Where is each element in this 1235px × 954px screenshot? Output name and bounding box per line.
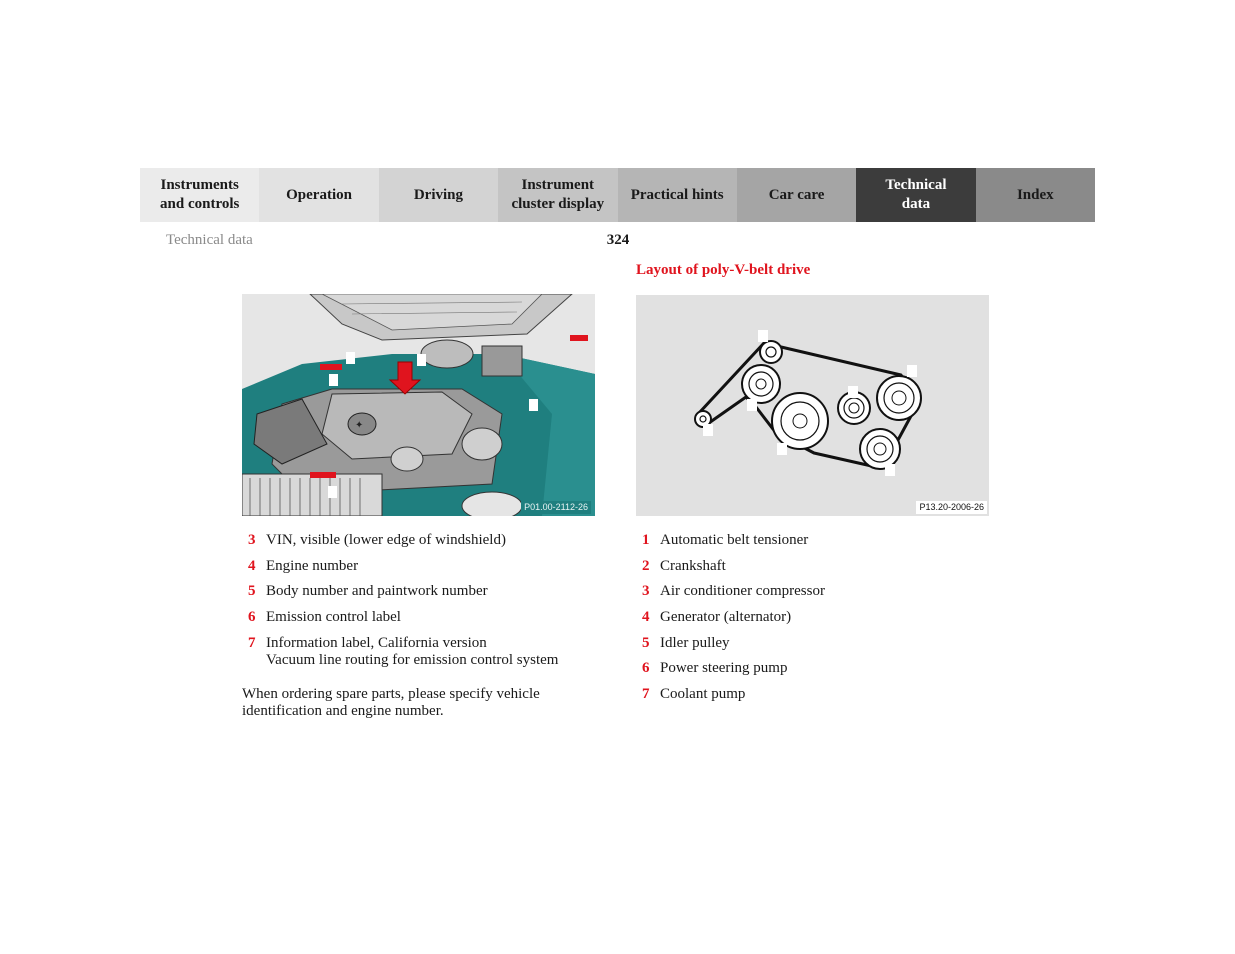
item-number: 4 bbox=[248, 557, 256, 574]
list-item bbox=[248, 609, 608, 626]
tab-driving[interactable]: Driving bbox=[379, 168, 498, 222]
item-text: Body number and paintwork number bbox=[266, 583, 488, 600]
list-item bbox=[642, 583, 1002, 600]
tab-car-care[interactable]: Car care bbox=[737, 168, 856, 222]
belt-drive-legend bbox=[642, 532, 1002, 712]
belt-drive-drawing bbox=[636, 295, 989, 516]
item-number: 4 bbox=[642, 609, 650, 626]
tab-index[interactable]: Index bbox=[976, 168, 1095, 222]
item-text: VIN, visible (lower edge of windshield) bbox=[266, 532, 506, 548]
item-number: 7 bbox=[248, 634, 256, 651]
page-number: 324 bbox=[606, 232, 630, 248]
item-number: 2 bbox=[642, 557, 650, 574]
item-text: Power steering pump bbox=[660, 660, 788, 677]
item-number: 5 bbox=[248, 583, 256, 600]
belt-drive-heading: Layout of poly-V-belt drive bbox=[636, 262, 811, 278]
item-number: 5 bbox=[642, 634, 650, 651]
item-number: 6 bbox=[248, 609, 256, 626]
tab-practical-hints[interactable]: Practical hints bbox=[618, 168, 737, 222]
belt-drive-diagram bbox=[636, 295, 989, 516]
tab-instruments-and-controls[interactable]: Instruments and controls bbox=[140, 168, 259, 222]
list-item bbox=[642, 635, 1002, 652]
list-item bbox=[642, 532, 1002, 549]
tab-operation[interactable]: Operation bbox=[259, 168, 378, 222]
item-number: 3 bbox=[248, 532, 256, 548]
spare-parts-note: When ordering spare parts, please specify vehicle identification and engine number. bbox=[242, 686, 540, 719]
chapter-tabs bbox=[140, 168, 1095, 222]
list-item bbox=[642, 686, 1002, 703]
list-item bbox=[642, 558, 1002, 575]
list-item bbox=[642, 660, 1002, 677]
item-text: Generator (alternator) bbox=[660, 609, 792, 626]
item-number: 3 bbox=[642, 583, 650, 600]
item-text: Crankshaft bbox=[660, 557, 726, 574]
figure-code-left: P01.00-2112-26 bbox=[521, 501, 591, 514]
svg-text:✦: ✦ bbox=[355, 420, 364, 431]
item-number: 6 bbox=[642, 660, 650, 677]
engine-labels-legend bbox=[248, 532, 608, 677]
list-item bbox=[248, 532, 608, 549]
engine-compartment-drawing bbox=[242, 294, 595, 516]
item-text: Idler pulley bbox=[660, 634, 730, 651]
list-item bbox=[248, 583, 608, 600]
item-text: Engine number bbox=[266, 557, 359, 574]
item-number: 7 bbox=[642, 686, 650, 703]
item-text: Automatic belt tensioner bbox=[660, 532, 809, 548]
list-item bbox=[248, 558, 608, 575]
engine-compartment-illustration bbox=[242, 294, 595, 516]
item-text: Coolant pump bbox=[660, 686, 746, 703]
figure-code-right: P13.20-2006-26 bbox=[916, 501, 987, 514]
item-text: Air conditioner compressor bbox=[660, 583, 825, 600]
tab-technical-data[interactable]: Technical data bbox=[856, 168, 975, 222]
tab-instrument-cluster-display[interactable]: Instrument cluster display bbox=[498, 168, 617, 222]
section-title: Technical data bbox=[166, 232, 253, 248]
item-text: Emission control label bbox=[266, 609, 401, 626]
list-item bbox=[248, 635, 608, 669]
list-item bbox=[642, 609, 1002, 626]
item-number: 1 bbox=[642, 532, 650, 548]
item-text: Information label, California version Vacuum line routing for emission control system bbox=[266, 634, 559, 668]
